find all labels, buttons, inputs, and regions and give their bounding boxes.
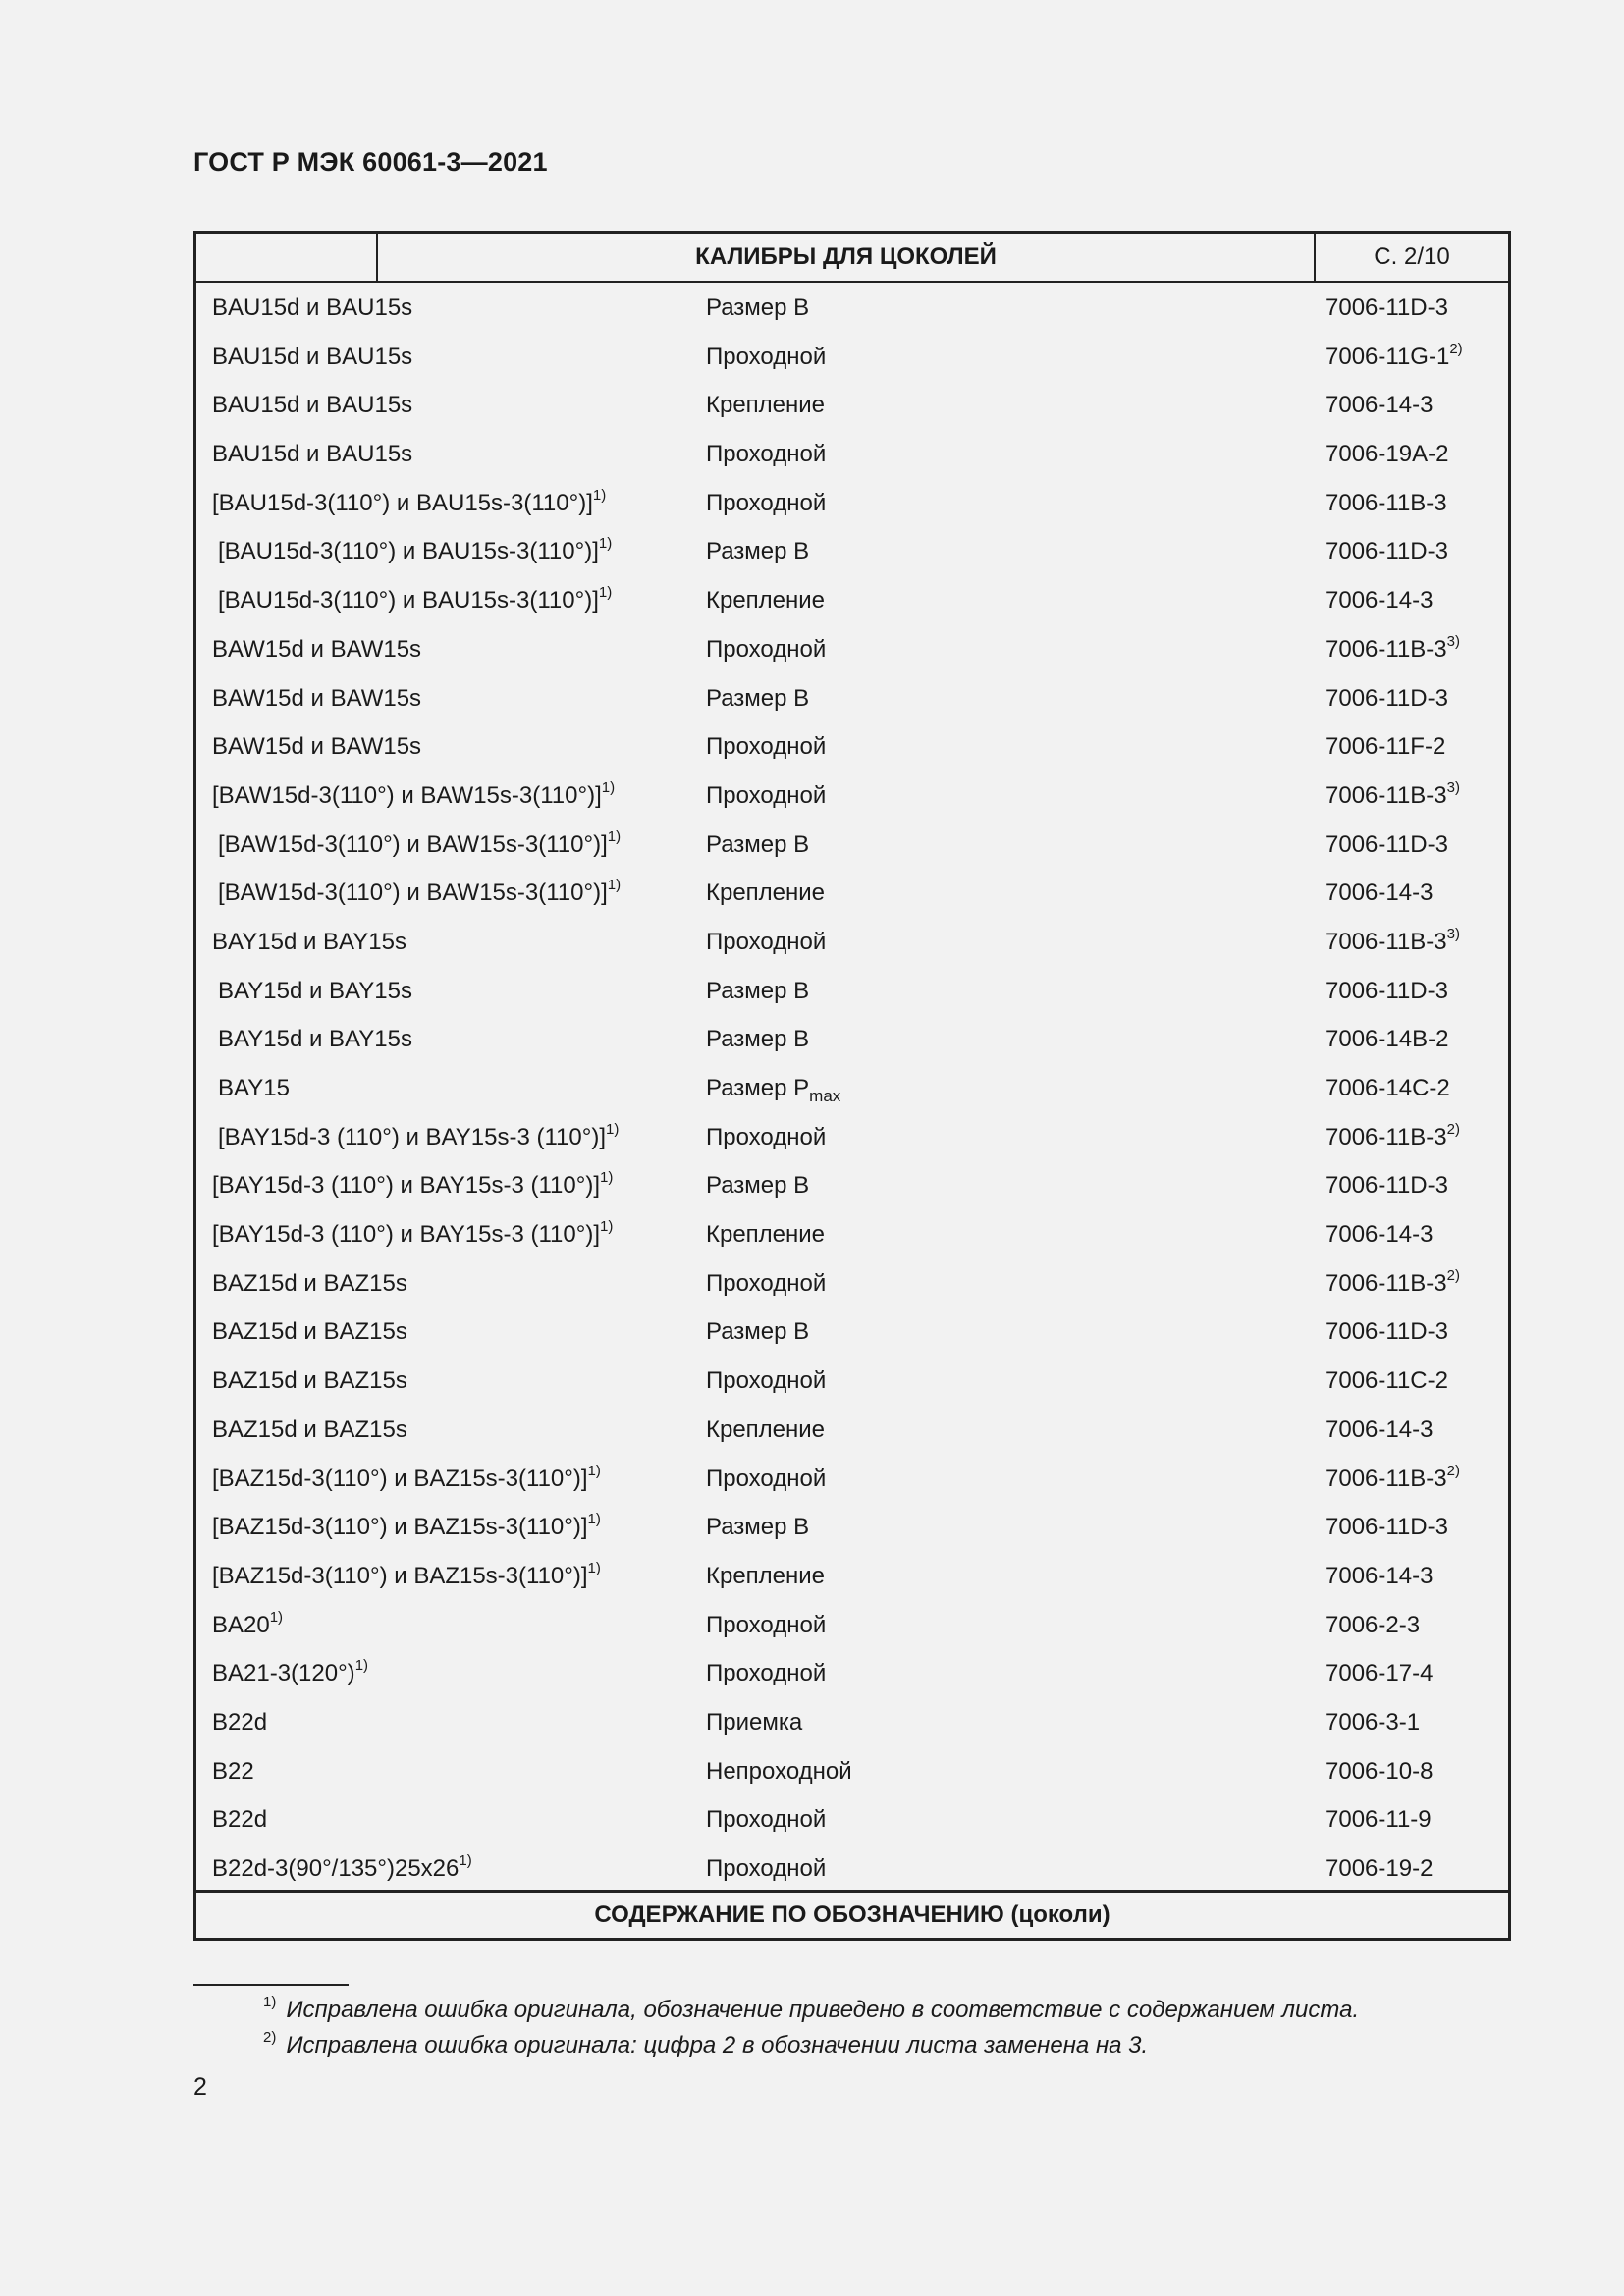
cap-designation-text: BAY15d и BAY15s [218, 977, 412, 1004]
footnote-mark: 1) [263, 1994, 277, 2010]
sheet-number-text: 7006-11D-3 [1326, 1318, 1448, 1346]
gauge-type [706, 1855, 826, 1883]
sheet-number-text: 7006-11B-3 [1326, 1269, 1447, 1297]
gauge-type [706, 1612, 826, 1639]
cap-designation-text: BAY15 [218, 1075, 290, 1101]
cap-designation-footnote-mark: 1) [598, 535, 613, 553]
footnote-text: Исправлена ошибка оригинала, обозначение приведено в соответствие с содержанием листа. [286, 1997, 1360, 2023]
cap-designation-text: BAY15d и BAY15s [218, 1026, 412, 1053]
sheet-number [1326, 1172, 1448, 1200]
document-header: ГОСТ Р МЭК 60061-3—2021 [193, 147, 548, 177]
gauge-type-text: Проходной [706, 343, 827, 370]
table-row [196, 526, 1508, 575]
sheet-number-text: 7006-11D-3 [1326, 1172, 1448, 1200]
gauge-type [706, 1367, 826, 1395]
sheet-number [1326, 1758, 1433, 1786]
cap-designation [212, 636, 421, 664]
sheet-number-text: 7006-2-3 [1326, 1611, 1421, 1638]
cap-designation [212, 1559, 601, 1590]
cap-designation [212, 1270, 407, 1298]
sheet-number [1326, 925, 1460, 956]
cap-designation-text: [BAW15d-3(110°) и BAW15s-3(110°)] [218, 830, 608, 858]
table-row [196, 673, 1508, 722]
sheet-number-text: 7006-11D-3 [1326, 830, 1448, 858]
cap-designation [212, 441, 412, 468]
sheet-number-text: 7006-14-3 [1326, 587, 1434, 614]
sheet-number-text: 7006-11C-2 [1326, 1367, 1448, 1395]
cap-designation-text: [BAZ15d-3(110°) и BAZ15s-3(110°)] [212, 1514, 588, 1541]
sheet-number-footnote-mark: 2) [1446, 1266, 1460, 1284]
sheet-number-text: 7006-11-9 [1326, 1806, 1432, 1834]
sheet-number [1326, 1806, 1432, 1834]
sheet-number-text: 7006-11B-3 [1326, 489, 1447, 516]
cap-designation [212, 1657, 369, 1687]
sheet-number-footnote-mark: 3) [1446, 925, 1460, 942]
gauge-type-text: Крепление [706, 392, 826, 419]
cap-designation [212, 1218, 614, 1249]
sheet-number [1326, 1221, 1433, 1249]
table-row [196, 575, 1508, 624]
sheet-number-text: 7006-14-3 [1326, 1221, 1434, 1249]
gauge-type [706, 1660, 826, 1687]
cap-designation [212, 1416, 407, 1444]
sheet-number-text: 7006-11D-3 [1326, 684, 1448, 712]
table-row [196, 721, 1508, 771]
cap-designation-text: BAZ15d и BAZ15s [212, 1269, 407, 1297]
table-title: КАЛИБРЫ ДЛЯ ЦОКОЛЕЙ [378, 234, 1316, 281]
table-row [196, 1697, 1508, 1746]
table-row [196, 429, 1508, 478]
gauge-type [706, 1514, 809, 1541]
gauge-type-text: Проходной [706, 1855, 827, 1882]
cap-designation-footnote-mark: 1) [587, 1462, 601, 1479]
table-row [196, 332, 1508, 381]
sheet-number-text: 7006-3-1 [1326, 1708, 1421, 1735]
gauge-type [706, 1563, 825, 1590]
gauge-type [706, 1416, 825, 1444]
page-number: 2 [193, 2073, 207, 2101]
cap-designation-text: BAY15d и BAY15s [212, 928, 406, 955]
table-row [196, 1454, 1508, 1503]
cap-designation [212, 344, 412, 371]
cap-designation-text: [BAY15d-3 (110°) и BAY15s-3 (110°)] [212, 1172, 601, 1200]
gauge-type-text: Крепление [706, 1415, 826, 1443]
cap-designation [218, 535, 613, 565]
footnote-separator [193, 1984, 349, 1986]
sheet-number [1326, 1660, 1433, 1687]
gauge-type [706, 392, 825, 419]
sheet-number [1326, 1514, 1448, 1541]
gauge-type [706, 929, 826, 956]
table-row [196, 1600, 1508, 1649]
table-row [196, 1014, 1508, 1063]
sheet-number [1326, 1416, 1433, 1444]
cap-designation [212, 929, 406, 956]
sheet-number [1326, 1612, 1420, 1639]
sheet-number [1326, 978, 1448, 1005]
cap-designation [218, 1075, 290, 1102]
gauge-type [706, 880, 825, 907]
table-row [196, 1063, 1508, 1112]
table-row [196, 1843, 1508, 1893]
sheet-number-text: 7006-14-3 [1326, 880, 1434, 907]
cap-designation-footnote-mark: 1) [598, 584, 613, 602]
table-row [196, 868, 1508, 917]
gauge-type-text: Проходной [706, 928, 827, 955]
sheet-number-text: 7006-14-3 [1326, 1562, 1434, 1589]
cap-designation [212, 1709, 267, 1736]
cap-designation [212, 778, 616, 810]
sheet-number [1326, 831, 1448, 859]
sheet-number [1326, 1709, 1420, 1736]
sheet-number [1326, 1266, 1460, 1298]
sheet-number [1326, 340, 1463, 371]
table-row [196, 771, 1508, 820]
sheet-number-text: 7006-10-8 [1326, 1757, 1434, 1785]
sheet-number [1326, 733, 1445, 761]
cap-designation-text: BA20 [212, 1611, 270, 1638]
table-row [196, 966, 1508, 1015]
gauge-type-subscript: max [809, 1086, 841, 1105]
table-row [196, 1258, 1508, 1308]
cap-designation [212, 1806, 267, 1834]
table-row [196, 1112, 1508, 1161]
table-row [196, 283, 1508, 332]
gauge-type [706, 294, 809, 322]
gauge-type [706, 538, 809, 565]
gauge-type-text: Размер B [706, 1172, 810, 1200]
sheet-number-text: 7006-11G-1 [1326, 343, 1450, 370]
gauge-type [706, 1221, 825, 1249]
gauge-type-text: Крепление [706, 880, 826, 907]
table-row [196, 1307, 1508, 1356]
sheet-number-footnote-mark: 2) [1446, 1462, 1460, 1479]
gauge-type [706, 1124, 826, 1151]
gauge-type-text: Проходной [706, 1660, 827, 1687]
gauge-type-text: Размер B [706, 538, 810, 565]
cap-designation-text: BAW15d и BAW15s [212, 635, 422, 663]
cap-designation-footnote-mark: 1) [607, 877, 622, 894]
sheet-number [1326, 1563, 1433, 1590]
gauge-type-text: Размер B [706, 830, 810, 858]
cap-designation-footnote-mark: 1) [354, 1657, 369, 1675]
cap-designation [212, 1462, 601, 1493]
table-row [196, 1209, 1508, 1258]
sheet-number-text: 7006-19A-2 [1326, 441, 1449, 468]
header-empty-cell [196, 234, 378, 281]
cap-designation-text: B22 [212, 1757, 254, 1785]
sheet-number-text: 7006-11F-2 [1326, 733, 1446, 761]
cap-designation [218, 1026, 412, 1053]
gauge-type [706, 587, 825, 614]
table-row [196, 1160, 1508, 1209]
sheet-number-footnote-mark: 2) [1449, 340, 1463, 357]
sheet-number [1326, 1120, 1460, 1151]
sheet-number [1326, 1462, 1460, 1493]
cap-designation [218, 584, 613, 614]
footnote-2 [263, 2029, 1149, 2059]
sheet-number [1326, 1075, 1450, 1102]
footnote-1 [263, 1994, 1360, 2024]
gauge-type-text: Проходной [706, 635, 827, 663]
gauge-type [706, 1026, 809, 1053]
cap-designation-text: BAZ15d и BAZ15s [212, 1367, 407, 1395]
cap-designation [212, 1367, 407, 1395]
sheet-number-text: 7006-11D-3 [1326, 977, 1448, 1004]
cap-designation-text: BAU15d и BAU15s [212, 343, 413, 370]
gauge-type [706, 1172, 809, 1200]
table-row [196, 478, 1508, 527]
cap-designation-text: B22d-3(90°/135°)25x26 [212, 1855, 460, 1882]
sheet-number [1326, 1367, 1448, 1395]
gauge-type [706, 782, 826, 810]
gauge-type-text: Размер B [706, 294, 810, 321]
cap-designation-footnote-mark: 1) [601, 778, 616, 796]
sheet-number-text: 7006-11D-3 [1326, 294, 1448, 321]
gauge-type-text: Проходной [706, 1806, 827, 1834]
gauge-type-text: Размер B [706, 1026, 810, 1053]
cap-designation [212, 1318, 407, 1346]
sheet-number [1326, 685, 1448, 713]
cap-designation-footnote-mark: 1) [587, 1511, 601, 1528]
gauge-type-text: Приемка [706, 1708, 803, 1735]
gauge-type-text: Крепление [706, 587, 826, 614]
cap-designation [212, 486, 607, 517]
gauge-type [706, 490, 826, 517]
cap-designation-text: BAU15d и BAU15s [212, 392, 413, 419]
sheet-number-text: 7006-19-2 [1326, 1855, 1434, 1882]
gauge-type [706, 441, 826, 468]
sheet-number [1326, 632, 1460, 664]
table-row [196, 1648, 1508, 1697]
table-header [196, 234, 1508, 283]
cap-designation [212, 1169, 614, 1200]
table-row [196, 1502, 1508, 1551]
sheet-number [1326, 1318, 1448, 1346]
sheet-number-text: 7006-14-3 [1326, 1415, 1434, 1443]
gauge-type-text: Размер B [706, 1514, 810, 1541]
sheet-number-text: 7006-11B-3 [1326, 1465, 1447, 1492]
gauge-type [706, 1758, 852, 1786]
footnote-text: Исправлена ошибка оригинала: цифра 2 в обозначении листа заменена на 3. [286, 2032, 1149, 2058]
sheet-number-text: 7006-11B-3 [1326, 928, 1447, 955]
table-row [196, 820, 1508, 869]
cap-designation-footnote-mark: 1) [592, 486, 607, 504]
cap-designation [218, 877, 622, 907]
sheet-number-text: 7006-11D-3 [1326, 1514, 1448, 1541]
table-row [196, 380, 1508, 429]
sheet-number [1326, 1026, 1448, 1053]
gauge-type [706, 1270, 826, 1298]
gauge-type [706, 1806, 826, 1834]
gauge-type [706, 636, 826, 664]
gauge-type-text: Размер B [706, 977, 810, 1004]
sheet-number-footnote-mark: 2) [1446, 1120, 1460, 1138]
cap-designation-text: [BAW15d-3(110°) и BAW15s-3(110°)] [218, 880, 608, 907]
cap-designation-text: [BAU15d-3(110°) и BAU15s-3(110°)] [218, 587, 599, 614]
cap-designation-footnote-mark: 1) [607, 828, 622, 845]
sheet-number [1326, 294, 1448, 322]
table-footer: СОДЕРЖАНИЕ ПО ОБОЗНАЧЕНИЮ (цоколи) [196, 1890, 1508, 1938]
cap-designation-text: [BAY15d-3 (110°) и BAY15s-3 (110°)] [218, 1123, 607, 1150]
cap-designation-text: BAW15d и BAW15s [212, 684, 422, 712]
cap-designation-text: BAZ15d и BAZ15s [212, 1415, 407, 1443]
gauge-type-text: Проходной [706, 781, 827, 809]
gauge-type-text: Проходной [706, 733, 827, 761]
gauge-type-text: Проходной [706, 1269, 827, 1297]
cap-designation-text: BAU15d и BAU15s [212, 441, 413, 468]
cap-designation-footnote-mark: 1) [269, 1608, 284, 1626]
cap-designation-text: B22d [212, 1806, 268, 1834]
sheet-number [1326, 587, 1433, 614]
gauge-type-text: Непроходной [706, 1757, 852, 1785]
gauge-type [706, 978, 809, 1005]
gauge-type-text: Размер B [706, 1318, 810, 1346]
sheet-number-text: 7006-11B-3 [1326, 635, 1447, 663]
table-row [196, 1794, 1508, 1843]
sheet-number [1326, 490, 1447, 517]
cap-designation-text: [BAZ15d-3(110°) и BAZ15s-3(110°)] [212, 1465, 588, 1492]
gauge-type-text: Проходной [706, 441, 827, 468]
gauge-type-text: Размер P [706, 1075, 810, 1101]
cap-designation-footnote-mark: 1) [600, 1169, 614, 1187]
cap-designation-text: [BAU15d-3(110°) и BAU15s-3(110°)] [212, 489, 593, 516]
cap-designation-footnote-mark: 1) [600, 1218, 614, 1236]
sheet-number-text: 7006-14B-2 [1326, 1026, 1449, 1053]
table-row [196, 624, 1508, 673]
cap-designation [212, 294, 412, 322]
cap-designation-text: [BAZ15d-3(110°) и BAZ15s-3(110°)] [212, 1562, 588, 1589]
sheet-number [1326, 392, 1433, 419]
sheet-number [1326, 538, 1448, 565]
sheet-number-text: 7006-11B-3 [1326, 781, 1447, 809]
cap-designation-footnote-mark: 1) [459, 1852, 472, 1869]
sheet-page-ref: С. 2/10 [1374, 243, 1450, 270]
gauge-type [706, 344, 826, 371]
sheet-number-text: 7006-14C-2 [1326, 1075, 1450, 1101]
cap-designation-text: [BAW15d-3(110°) и BAW15s-3(110°)] [212, 781, 602, 809]
sheet-number [1326, 778, 1460, 810]
cap-designation-text: [BAU15d-3(110°) и BAU15s-3(110°)] [218, 538, 599, 565]
sheet-number-footnote-mark: 3) [1446, 778, 1460, 796]
table-body [196, 283, 1508, 1893]
gauge-type [706, 685, 809, 713]
gauge-type-text: Проходной [706, 1611, 827, 1638]
cap-designation-text: BA21-3(120°) [212, 1660, 355, 1687]
cap-designation [212, 1852, 472, 1883]
sheet-number [1326, 1855, 1433, 1883]
table-row [196, 1405, 1508, 1454]
gauge-type [706, 1709, 802, 1736]
cap-designation [212, 1511, 601, 1541]
gauge-type [706, 733, 826, 761]
table-row [196, 1356, 1508, 1405]
sheet-number-text: 7006-14-3 [1326, 392, 1434, 419]
cap-designation [212, 392, 412, 419]
gauge-type-text: Крепление [706, 1562, 826, 1589]
gauge-type [706, 1466, 826, 1493]
gauge-type-text: Проходной [706, 489, 827, 516]
cap-designation [218, 1120, 620, 1151]
gauge-type-text: Проходной [706, 1465, 827, 1492]
cap-designation [212, 1608, 284, 1639]
sheet-number-footnote-mark: 3) [1446, 632, 1460, 650]
sheet-number [1326, 441, 1448, 468]
sheet-number-text: 7006-17-4 [1326, 1660, 1434, 1687]
sheet-number-text: 7006-11B-3 [1326, 1123, 1447, 1150]
table-row [196, 1746, 1508, 1795]
cap-designation [212, 685, 421, 713]
gauge-type-text: Размер B [706, 684, 810, 712]
gauge-type [706, 831, 809, 859]
gauge-type-text: Проходной [706, 1367, 827, 1395]
cap-designation-text: BAU15d и BAU15s [212, 294, 413, 321]
cap-designation-text: [BAY15d-3 (110°) и BAY15s-3 (110°)] [212, 1221, 601, 1249]
footnote-mark: 2) [263, 2029, 277, 2046]
cap-designation-text: B22d [212, 1708, 268, 1735]
sheet-number [1326, 880, 1433, 907]
gauge-type [706, 1318, 809, 1346]
cap-designation-footnote-mark: 1) [606, 1120, 620, 1138]
gauge-type [706, 1075, 841, 1105]
cap-designation-footnote-mark: 1) [587, 1559, 601, 1576]
cap-designation-text: BAW15d и BAW15s [212, 733, 422, 761]
table-row [196, 917, 1508, 966]
gauge-type-text: Проходной [706, 1123, 827, 1150]
gauge-type-text: Крепление [706, 1221, 826, 1249]
cap-designation [218, 828, 622, 859]
table-row [196, 1551, 1508, 1600]
cap-designation [212, 733, 421, 761]
cap-designation [218, 978, 412, 1005]
gauges-table [193, 231, 1511, 1941]
cap-designation [212, 1758, 254, 1786]
sheet-number-text: 7006-11D-3 [1326, 538, 1448, 565]
cap-designation-text: BAZ15d и BAZ15s [212, 1318, 407, 1346]
